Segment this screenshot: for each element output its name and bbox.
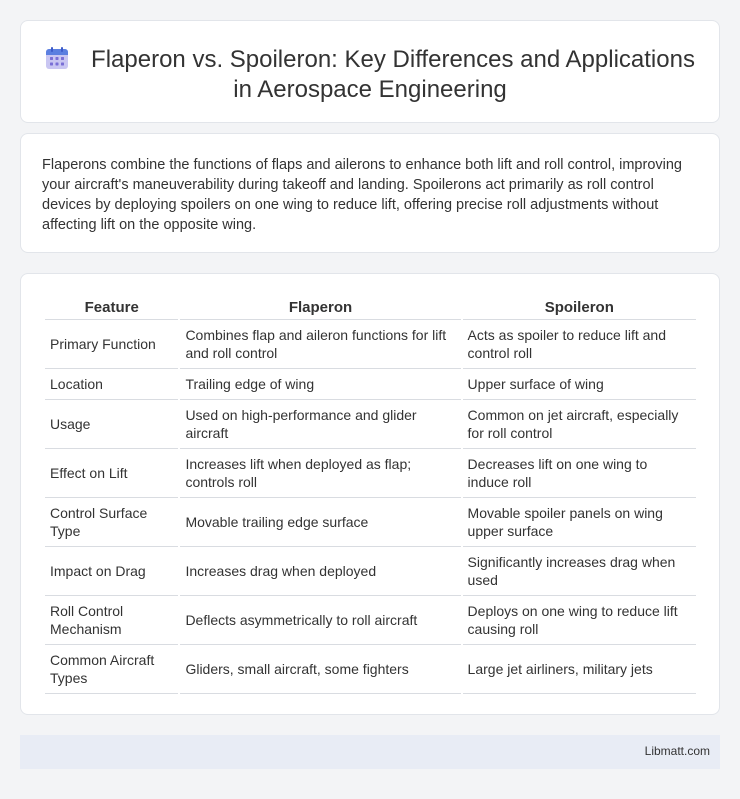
header-feature: Feature bbox=[45, 296, 178, 320]
title-line-1: Flaperon vs. Spoileron: Key Differences and Applications bbox=[91, 46, 695, 73]
table-row bbox=[45, 449, 696, 498]
spoileron-cell: Upper surface of wing bbox=[463, 369, 696, 400]
spoileron-cell: Common on jet aircraft, especially for roll control bbox=[463, 400, 696, 449]
page-title bbox=[21, 45, 719, 105]
feature-cell: Effect on Lift bbox=[45, 449, 178, 498]
comparison-card bbox=[20, 273, 720, 715]
flaperon-cell: Combines flap and aileron functions for lift and roll control bbox=[180, 320, 460, 369]
spoileron-cell: Large jet airliners, military jets bbox=[463, 645, 696, 694]
feature-cell: Roll Control Mechanism bbox=[45, 596, 178, 645]
table-row bbox=[45, 400, 696, 449]
flaperon-cell: Deflects asymmetrically to roll aircraft bbox=[180, 596, 460, 645]
spoileron-cell: Deploys on one wing to reduce lift causing roll bbox=[463, 596, 696, 645]
table-row bbox=[45, 369, 696, 400]
table-row bbox=[45, 547, 696, 596]
comparison-table bbox=[43, 296, 698, 694]
flaperon-cell: Movable trailing edge surface bbox=[180, 498, 460, 547]
flaperon-cell: Increases lift when deployed as flap; controls roll bbox=[180, 449, 460, 498]
header-flaperon: Flaperon bbox=[180, 296, 460, 320]
flaperon-cell: Gliders, small aircraft, some fighters bbox=[180, 645, 460, 694]
feature-cell: Common Aircraft Types bbox=[45, 645, 178, 694]
spoileron-cell: Decreases lift on one wing to induce roll bbox=[463, 449, 696, 498]
title-card bbox=[20, 20, 720, 123]
header-spoileron: Spoileron bbox=[463, 296, 696, 320]
spoileron-cell: Acts as spoiler to reduce lift and control roll bbox=[463, 320, 696, 369]
flaperon-cell: Used on high-performance and glider aircraft bbox=[180, 400, 460, 449]
table-header-row bbox=[45, 296, 696, 320]
footer-brand: Libmatt.com bbox=[644, 744, 710, 758]
intro-paragraph: Flaperons combine the functions of flaps and ailerons to enhance both lift and roll control, improving your aircraft's maneuverability during takeoff and landing. Spoilerons act primarily as roll control devices by deploying spoilers on one wing to reduce lift, offering precise roll adjustments without affecting lift on the opposite wing. bbox=[42, 157, 682, 233]
title-line-2: in Aerospace Engineering bbox=[233, 76, 507, 103]
footer-bar bbox=[20, 735, 720, 769]
flaperon-cell: Trailing edge of wing bbox=[180, 369, 460, 400]
feature-cell: Usage bbox=[45, 400, 178, 449]
feature-cell: Primary Function bbox=[45, 320, 178, 369]
table-row bbox=[45, 596, 696, 645]
feature-cell: Location bbox=[45, 369, 178, 400]
table-row bbox=[45, 498, 696, 547]
intro-card bbox=[20, 133, 720, 253]
spoileron-cell: Significantly increases drag when used bbox=[463, 547, 696, 596]
feature-cell: Control Surface Type bbox=[45, 498, 178, 547]
flaperon-cell: Increases drag when deployed bbox=[180, 547, 460, 596]
feature-cell: Impact on Drag bbox=[45, 547, 178, 596]
table-row bbox=[45, 320, 696, 369]
calendar-icon bbox=[45, 46, 69, 70]
spoileron-cell: Movable spoiler panels on wing upper surface bbox=[463, 498, 696, 547]
table-row bbox=[45, 645, 696, 694]
